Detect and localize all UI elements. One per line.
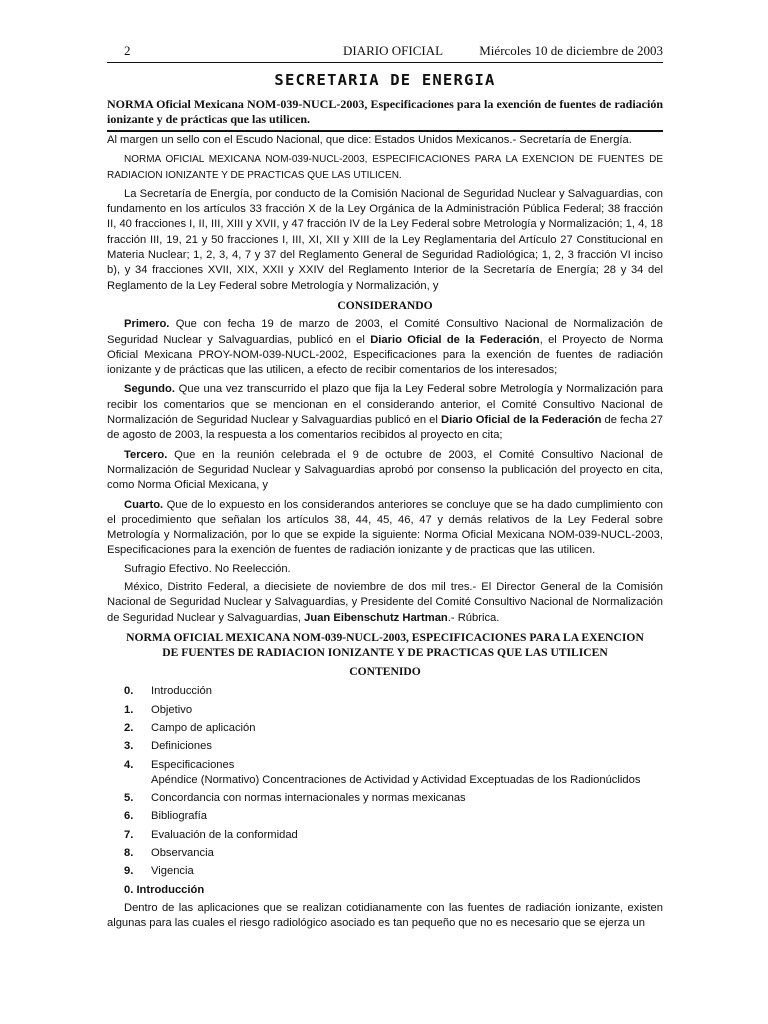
table-of-contents — [107, 684, 663, 879]
toc-label: Campo de aplicación — [151, 721, 256, 734]
toc-appendix: Apéndice (Normativo) Concentraciones de Actividad y Actividad Exceptuadas de los Radionúclidos — [151, 773, 641, 786]
publication-date: Miércoles 10 de diciembre de 2003 — [479, 43, 663, 58]
signatory-name: Juan Eibenschutz Hartman — [304, 611, 448, 624]
segundo-label: Segundo. — [124, 383, 175, 396]
title-rule — [107, 130, 663, 132]
intro-heading: 0. Introducción — [124, 883, 205, 896]
toc-number: 8. — [124, 847, 134, 860]
toc-number: 5. — [124, 792, 134, 805]
toc-number: 4. — [124, 758, 134, 771]
segundo-text-a: Que una vez transcurrido el plazo que fija la Ley Federal sobre Metrología y Normalización para recibir los comentarios que se mencionan en el considerando anterior, el Comité Consultivo Nacional de Normalización de Seguridad Nuclear y Salvaguardias publicó en el — [107, 383, 663, 427]
toc-label: Vigencia — [151, 865, 194, 878]
toc-number: 7. — [124, 828, 134, 841]
norm-heading-line-1: NORMA OFICIAL MEXICANA NOM-039-NUCL-2003, ESPECIFICACIONES PARA LA EXENCION — [126, 630, 644, 644]
document-page — [107, 0, 663, 932]
toc-number: 3. — [124, 740, 134, 753]
toc-label: Objetivo — [151, 703, 193, 716]
cuarto-text: Que de lo expuesto en los considerandos anteriores se concluye que se ha dado cumplimiento con el procedimiento que señalan los artículos 38, 44, 45, 46, 47 y demás relativos de la Ley Federal sobre Metrología y Normalización, por lo que se expide la siguiente: Norma Oficial Mexicana NOM-039-NUCL-2003, Especificaciones para la exención de fuentes de radiación ionizante y de practicas que las utilicen. — [107, 498, 663, 557]
toc-item — [107, 809, 663, 824]
segundo-text-b: de fecha 27 de agosto de 2003, la respuesta a los comentarios recibidos al proyecto en cita; — [107, 414, 663, 442]
toc-item — [107, 684, 663, 699]
considerando-tercero — [107, 448, 663, 494]
preamble-paragraph: La Secretaría de Energía, por conducto de la Comisión Nacional de Seguridad Nuclear y Salvaguardias, con fundamento en los artículos 33 fracción X de la Ley Orgánica de la Administración Pública Federal; 38 fracción II, 40 fracciones I, II, III, XIII y XVII, y 47 fracción IV de la Ley Federal sobre Metrología y Normalización; 1, 4, 18 fracción III, 19, 21 y 50 fracciones I, III, XI, XII y XIII de la Ley Reglamentaria del Artículo 27 Constitucional en Materia Nuclear; 1, 2, 3, 4, 7 y 37 del Reglamento General de Seguridad Radiológica; 1, 2, 3 fracción VI inciso b), y 34 fracciones XVII, XIX, XXII y XXIV del Reglamento Interior de la Secretaría de Energía; 28 y 34 del Reglamento de la Ley Federal sobre Metrología y Normalización, y — [107, 187, 663, 292]
toc-number: 2. — [124, 721, 134, 734]
toc-label: Bibliografía — [151, 810, 207, 823]
toc-number: 9. — [124, 865, 134, 878]
norm-heading — [107, 631, 663, 660]
considerando-heading: CONSIDERANDO — [337, 298, 433, 312]
toc-label: Observancia — [151, 847, 214, 860]
cuarto-label: Cuarto. — [124, 498, 164, 511]
primero-text-b: , el Proyecto de Norma Oficial Mexicana PROY-NOM-039-NUCL-2002, Especificaciones para la exención de fuentes de radiación ionizante y de prácticas que las utilicen, a efecto de recibir comentarios de los interesados; — [107, 333, 663, 377]
primero-dof: Diario Oficial de la Federación — [370, 333, 540, 346]
primero-text-a: Que con fecha 19 de marzo de 2003, el Comité Consultivo Nacional de Normalización de Seguridad Nuclear y Salvaguardias, publicó en el — [107, 318, 663, 346]
signature-text-a: México, Distrito Federal, a diecisiete de noviembre de dos mil tres.- El Director General de la Comisión Nacional de Seguridad Nuclear y Salvaguardias, y Presidente del Comité Consultivo Nacional de Normalización de Seguridad Nuclear y Salvaguardias, — [107, 581, 663, 624]
intro-paragraph: Dentro de las aplicaciones que se realizan cotidianamente con las fuentes de radiación ionizante, existen algunas para las cuales el riesgo radiológico asociado es tan pequeño que no es necesario que se ejerza un — [107, 901, 663, 930]
considerando-segundo — [107, 382, 663, 443]
toc-item — [107, 791, 663, 806]
primero-label: Primero. — [124, 318, 170, 331]
newspaper-name: DIARIO OFICIAL — [343, 43, 444, 58]
page-header — [107, 43, 663, 61]
toc-item — [107, 739, 663, 754]
segundo-dof: Diario Oficial de la Federación — [440, 414, 602, 427]
toc-item — [107, 758, 663, 773]
toc-item — [107, 721, 663, 736]
margin-note: Al margen un sello con el Escudo Nacional, que dice: Estados Unidos Mexicanos.- Secretaría de Energía. — [107, 134, 632, 146]
toc-label: Especificaciones — [151, 758, 235, 771]
sufragio-line: Sufragio Efectivo. No Reelección. — [124, 562, 291, 575]
norm-heading-line-2: DE FUENTES DE RADIACION IONIZANTE Y DE PRACTICAS QUE LAS UTILICEN — [162, 645, 608, 659]
contenido-heading: CONTENIDO — [349, 665, 421, 679]
considerando-primero — [107, 317, 663, 378]
norm-title: NORMA Oficial Mexicana NOM-039-NUCL-2003, Especificaciones para la exención de fuentes de radiación ionizante y de prácticas que las utilicen. — [107, 97, 663, 126]
caps-title: NORMA OFICIAL MEXICANA NOM-039-NUCL-2003, ESPECIFICACIONES PARA LA EXENCION DE FUENTES DE RADIACION IONIZANTE Y DE PRACTICAS QUE LAS UTILICEN. — [107, 154, 663, 181]
toc-label: Concordancia con normas internacionales y normas mexicanas — [151, 792, 466, 805]
toc-label: Definiciones — [151, 740, 212, 753]
toc-label: Evaluación de la conformidad — [151, 828, 298, 841]
toc-number: 0. — [124, 685, 134, 698]
toc-label: Introducción — [151, 685, 212, 698]
page-number: 2 — [124, 43, 131, 58]
toc-item — [107, 703, 663, 718]
considerando-cuarto — [107, 498, 663, 559]
section-title: SECRETARIA DE ENERGIA — [274, 71, 496, 89]
toc-number: 6. — [124, 810, 134, 823]
tercero-label: Tercero. — [124, 448, 168, 461]
toc-item — [107, 846, 663, 861]
signature-paragraph — [107, 580, 663, 626]
toc-number: 1. — [124, 703, 134, 716]
toc-item — [107, 828, 663, 843]
signature-text-b: .- Rúbrica. — [447, 611, 500, 624]
tercero-text: Que en la reunión celebrada el 9 de octubre de 2003, el Comité Consultivo Nacional de Normalización de Seguridad Nuclear y Salvaguardias aprobó por consenso la publicación del proyecto en cita, como Norma Oficial Mexicana, y — [107, 448, 663, 492]
header-rule — [107, 62, 663, 63]
toc-item — [107, 864, 663, 879]
